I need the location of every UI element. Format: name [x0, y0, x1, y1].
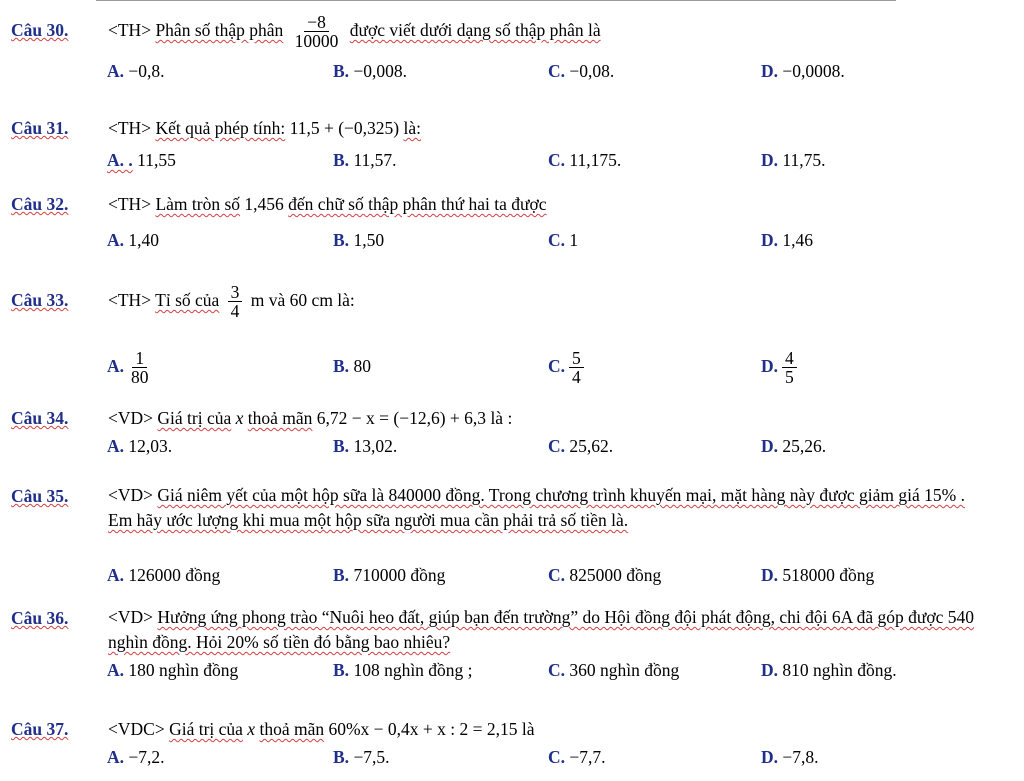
question-32 — [11, 191, 1011, 253]
options-row — [11, 744, 1011, 770]
stem-text: Làm tròn số — [155, 194, 241, 214]
level-tag: <VD> — [108, 485, 154, 505]
option-b[interactable]: B. 13,02. — [333, 436, 398, 456]
question-number: Câu 33. — [11, 290, 69, 310]
option-c[interactable]: C. −0,08. — [548, 61, 615, 81]
option-a[interactable]: A. 126000 đồng — [107, 565, 221, 585]
stem-math: 1,456 — [244, 194, 284, 214]
question-number: Câu 31. — [11, 118, 69, 138]
stem-math: 6,72 − x = (−12,6) + 6,3 — [316, 408, 487, 428]
options-row — [11, 58, 1011, 84]
option-d[interactable]: D. −0,0008. — [761, 61, 845, 81]
stem-text: m và 60 cm là: — [250, 290, 355, 310]
stem-text: là — [521, 719, 535, 739]
option-d[interactable]: D. 25,26. — [761, 436, 827, 456]
fraction-denominator: 4 — [230, 301, 240, 322]
stem-text: được viết dưới dạng số thập phân là — [349, 20, 601, 40]
option-c[interactable]: C. 11,175. — [548, 150, 622, 170]
fraction — [228, 283, 243, 321]
option-b[interactable]: B. 80 — [333, 356, 371, 376]
stem-text: Tỉ số của — [155, 290, 220, 310]
stem-text: là : — [490, 408, 513, 428]
fraction-numerator: 1 — [132, 349, 147, 368]
stem-text: thoả mãn — [259, 719, 325, 739]
stem-text: Giá trị của — [169, 719, 243, 739]
question-33 — [11, 272, 1011, 394]
options-row — [11, 338, 1011, 394]
stem-text: Kết quả phép tính: — [155, 118, 286, 138]
stem-text: Phân số thập phân — [155, 20, 284, 40]
option-b[interactable]: B. −0,008. — [333, 61, 408, 81]
question-stem — [108, 605, 993, 655]
option-d[interactable]: D. −7,8. — [761, 747, 819, 767]
option-c[interactable]: C. 825000 đồng — [548, 565, 662, 585]
question-number: Câu 36. — [11, 608, 69, 628]
question-number: Câu 30. — [11, 20, 69, 40]
question-34 — [11, 405, 1011, 459]
option-a[interactable]: A. 12,03. — [107, 436, 173, 456]
option-c[interactable]: C. −7,7. — [548, 747, 606, 767]
options-row — [11, 227, 1011, 253]
option-c[interactable]: C. $\frac{5}{4}$ — [548, 338, 588, 394]
question-number: Câu 37. — [11, 719, 69, 739]
option-b[interactable]: B. 108 nghìn đồng ; — [333, 660, 473, 680]
option-c[interactable]: C. 360 nghìn đồng — [548, 660, 680, 680]
level-tag: <VDC> — [108, 719, 165, 739]
question-stem — [108, 191, 547, 217]
fraction-denominator: 10000 — [294, 31, 339, 52]
stem-text: là: — [403, 118, 421, 138]
question-35 — [11, 483, 1011, 588]
top-rule — [96, 0, 896, 1]
level-tag: <TH> — [108, 194, 152, 214]
option-c[interactable]: C. 25,62. — [548, 436, 614, 456]
fraction-numerator: 5 — [569, 349, 584, 368]
question-36 — [11, 605, 1011, 683]
option-a[interactable]: A. −0,8. — [107, 61, 165, 81]
question-number: Câu 32. — [11, 194, 69, 214]
stem-math: 60%x − 0,4x + x : 2 = 2,15 — [328, 719, 518, 739]
question-stem — [108, 483, 993, 533]
option-c[interactable]: C. 1 — [548, 230, 579, 250]
options-row — [11, 433, 1011, 459]
stem-variable: x — [247, 719, 256, 739]
option-b[interactable]: B. 1,50 — [333, 230, 385, 250]
option-b[interactable]: B. 710000 đồng — [333, 565, 446, 585]
option-a[interactable]: A. −7,2. — [107, 747, 165, 767]
level-tag: <VD> — [108, 408, 154, 428]
question-stem — [108, 272, 355, 328]
fraction-numerator: 3 — [228, 283, 243, 302]
option-d[interactable]: D. 518000 đồng — [761, 565, 875, 585]
fraction-numerator: −8 — [304, 13, 329, 32]
option-a[interactable]: A. $\frac{1}{80}$ — [107, 338, 156, 394]
fraction-denominator: 80 — [131, 367, 149, 388]
stem-math: 11,5 + (−0,325) — [289, 118, 400, 138]
question-stem — [108, 12, 601, 51]
option-a[interactable]: A. 180 nghìn đồng — [107, 660, 239, 680]
fraction-numerator: 4 — [782, 349, 797, 368]
option-d[interactable]: D. $\frac{4}{5}$ — [761, 338, 801, 394]
level-tag: <VD> — [108, 607, 154, 627]
question-stem — [108, 115, 421, 141]
question-30 — [11, 12, 1011, 84]
question-number: Câu 35. — [11, 486, 69, 506]
option-b[interactable]: B. 11,57. — [333, 150, 397, 170]
option-a[interactable]: A. 1,40 — [107, 230, 160, 250]
question-stem — [108, 405, 512, 431]
option-d[interactable]: D. 810 nghìn đồng. — [761, 660, 897, 680]
stem-text: thoả mãn — [247, 408, 313, 428]
level-tag: <TH> — [108, 118, 152, 138]
question-number: Câu 34. — [11, 408, 69, 428]
option-d[interactable]: D. 11,75. — [761, 150, 826, 170]
stem-text: Giá trị của — [157, 408, 232, 428]
level-tag: <TH> — [108, 20, 152, 40]
options-row — [11, 562, 1011, 588]
question-31 — [11, 115, 1011, 173]
options-row — [11, 147, 1011, 173]
level-tag: <TH> — [108, 290, 152, 310]
option-b[interactable]: B. −7,5. — [333, 747, 390, 767]
fraction — [292, 13, 342, 51]
fraction-denominator: 5 — [785, 367, 794, 388]
question-stem — [108, 716, 535, 742]
stem-variable: x — [235, 408, 244, 428]
fraction-denominator: 4 — [572, 367, 581, 388]
stem-text: đến chữ số thập phân thứ hai ta được — [288, 194, 547, 214]
stem-text: Hưởng ứng phong trào “Nuôi heo đất, giúp bạn đến trường” do Hội đồng đội phát động, chi đội 6A đã góp được 540 nghìn đồng. Hỏi 20% số tiền đó bằng bao nhiêu? — [108, 607, 975, 652]
question-37 — [11, 716, 1011, 770]
options-row — [11, 657, 1011, 683]
option-a[interactable]: A. . 11,55 — [107, 150, 176, 170]
option-d[interactable]: D. 1,46 — [761, 230, 814, 250]
stem-text: Giá niêm yết của một hộp sữa là 840000 đồng. Trong chương trình khuyến mại, mặt hàng này được giảm giá 15% . Em hãy ước lượng khi mua một hộp sữa người mua cần phải trả số tiền là. — [108, 485, 965, 530]
